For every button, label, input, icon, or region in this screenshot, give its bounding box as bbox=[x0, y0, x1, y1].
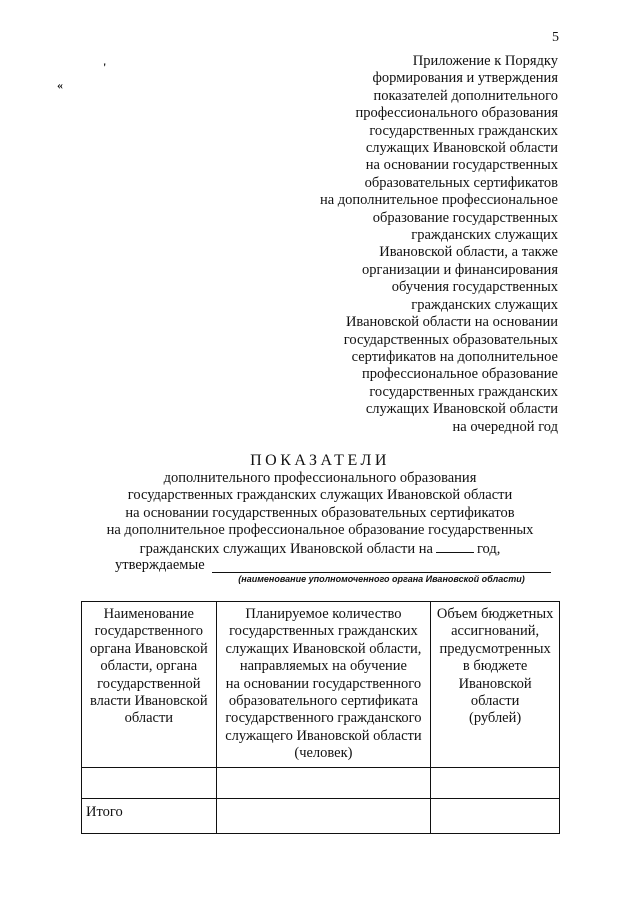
table-cell bbox=[431, 798, 560, 833]
page-number: 5 bbox=[552, 30, 559, 45]
year-blank bbox=[436, 540, 474, 553]
appendix-line: показателей дополнительного bbox=[373, 87, 558, 104]
appendix-line: Приложение к Порядку bbox=[412, 53, 558, 69]
approved-blank-line bbox=[212, 572, 551, 573]
table-cell bbox=[431, 767, 560, 798]
header-line: ассигнований, bbox=[451, 623, 540, 640]
scan-mark: ' bbox=[103, 60, 107, 74]
scan-mark: « bbox=[57, 78, 63, 92]
appendix-line: организации и финансирования bbox=[362, 261, 558, 278]
header-line: направляемых на обучение bbox=[239, 658, 407, 675]
appendix-line: государственных гражданских bbox=[369, 122, 558, 139]
header-budget bbox=[431, 602, 560, 768]
appendix-line: Ивановской области, а также bbox=[379, 244, 558, 261]
header-line: на основании государственного bbox=[225, 675, 422, 692]
document-subtitle bbox=[90, 470, 550, 558]
appendix-line: профессионального образования bbox=[355, 105, 558, 122]
subtitle-line: на основании государственных образовательных сертификатов bbox=[125, 504, 515, 521]
header-line: государственных гражданских bbox=[229, 623, 418, 640]
header-planned-count bbox=[216, 602, 431, 768]
appendix-line: на основании государственных bbox=[365, 157, 558, 174]
appendix-line: сертификатов на дополнительное bbox=[351, 348, 558, 365]
appendix-line: государственных образовательных bbox=[343, 331, 558, 348]
header-line: (рублей) bbox=[468, 710, 522, 727]
table-total-row bbox=[82, 798, 560, 833]
header-organ bbox=[82, 602, 217, 768]
table-cell bbox=[82, 767, 217, 798]
appendix-line: на дополнительное профессиональное bbox=[319, 192, 558, 209]
appendix-line: служащих Ивановской области bbox=[365, 140, 558, 157]
header-line: государственного bbox=[94, 623, 204, 640]
header-line: предусмотренных bbox=[439, 640, 551, 657]
approved-hint: (наименование уполномоченного органа Ивановской области) bbox=[238, 574, 525, 584]
header-line: области bbox=[124, 710, 174, 727]
header-line: Ивановской bbox=[458, 675, 532, 692]
subtitle-line: гражданских служащих Ивановской области на bbox=[139, 540, 433, 557]
subtitle-line: дополнительного профессионального образования bbox=[163, 470, 477, 486]
header-line: Наименование bbox=[103, 606, 194, 622]
appendix-line: образование государственных bbox=[372, 209, 558, 226]
appendix-line: служащих Ивановской области bbox=[365, 401, 558, 418]
subtitle-line: на дополнительное профессиональное образование государственных bbox=[106, 522, 534, 539]
total-label: Итого bbox=[82, 798, 217, 833]
appendix-line: государственных гражданских bbox=[369, 383, 558, 400]
header-line: органа Ивановской bbox=[89, 640, 208, 657]
appendix-line: профессиональное образование bbox=[361, 366, 558, 383]
appendix-line: гражданских служащих bbox=[411, 227, 558, 244]
document-title: ПОКАЗАТЕЛИ bbox=[250, 452, 390, 469]
header-line: служащих Ивановской области, bbox=[225, 640, 422, 657]
header-line: Объем бюджетных bbox=[436, 606, 554, 622]
header-line: власти Ивановской bbox=[90, 693, 208, 710]
header-line: (человек) bbox=[294, 745, 353, 762]
subtitle-line: государственных гражданских служащих Ивановской области bbox=[127, 487, 513, 504]
header-line: области, органа bbox=[100, 658, 198, 675]
header-line: государственного гражданского bbox=[225, 710, 422, 727]
header-line: области bbox=[470, 693, 520, 710]
header-line: в бюджете bbox=[462, 658, 528, 675]
subtitle-line: год, bbox=[476, 540, 501, 557]
header-line: образовательного сертификата bbox=[228, 693, 419, 710]
table-header-row bbox=[82, 602, 560, 768]
appendix-line: на очередной год bbox=[452, 418, 558, 435]
table-cell bbox=[216, 767, 431, 798]
table-row bbox=[82, 767, 560, 798]
subtitle-line-year bbox=[90, 540, 550, 558]
appendix-line: Ивановской области на основании bbox=[345, 314, 558, 331]
appendix-line: обучения государственных bbox=[391, 279, 558, 296]
approved-label: утверждаемые bbox=[115, 557, 205, 573]
header-line: государственной bbox=[97, 675, 201, 692]
table-cell bbox=[216, 798, 431, 833]
indicators-table bbox=[81, 601, 560, 834]
appendix-line: образовательных сертификатов bbox=[364, 174, 558, 191]
header-line: Планируемое количество bbox=[245, 606, 402, 622]
appendix-note bbox=[258, 53, 558, 436]
appendix-line: формирования и утверждения bbox=[372, 70, 558, 87]
header-line: служащего Ивановской области bbox=[225, 727, 422, 744]
appendix-line: гражданских служащих bbox=[411, 296, 558, 313]
